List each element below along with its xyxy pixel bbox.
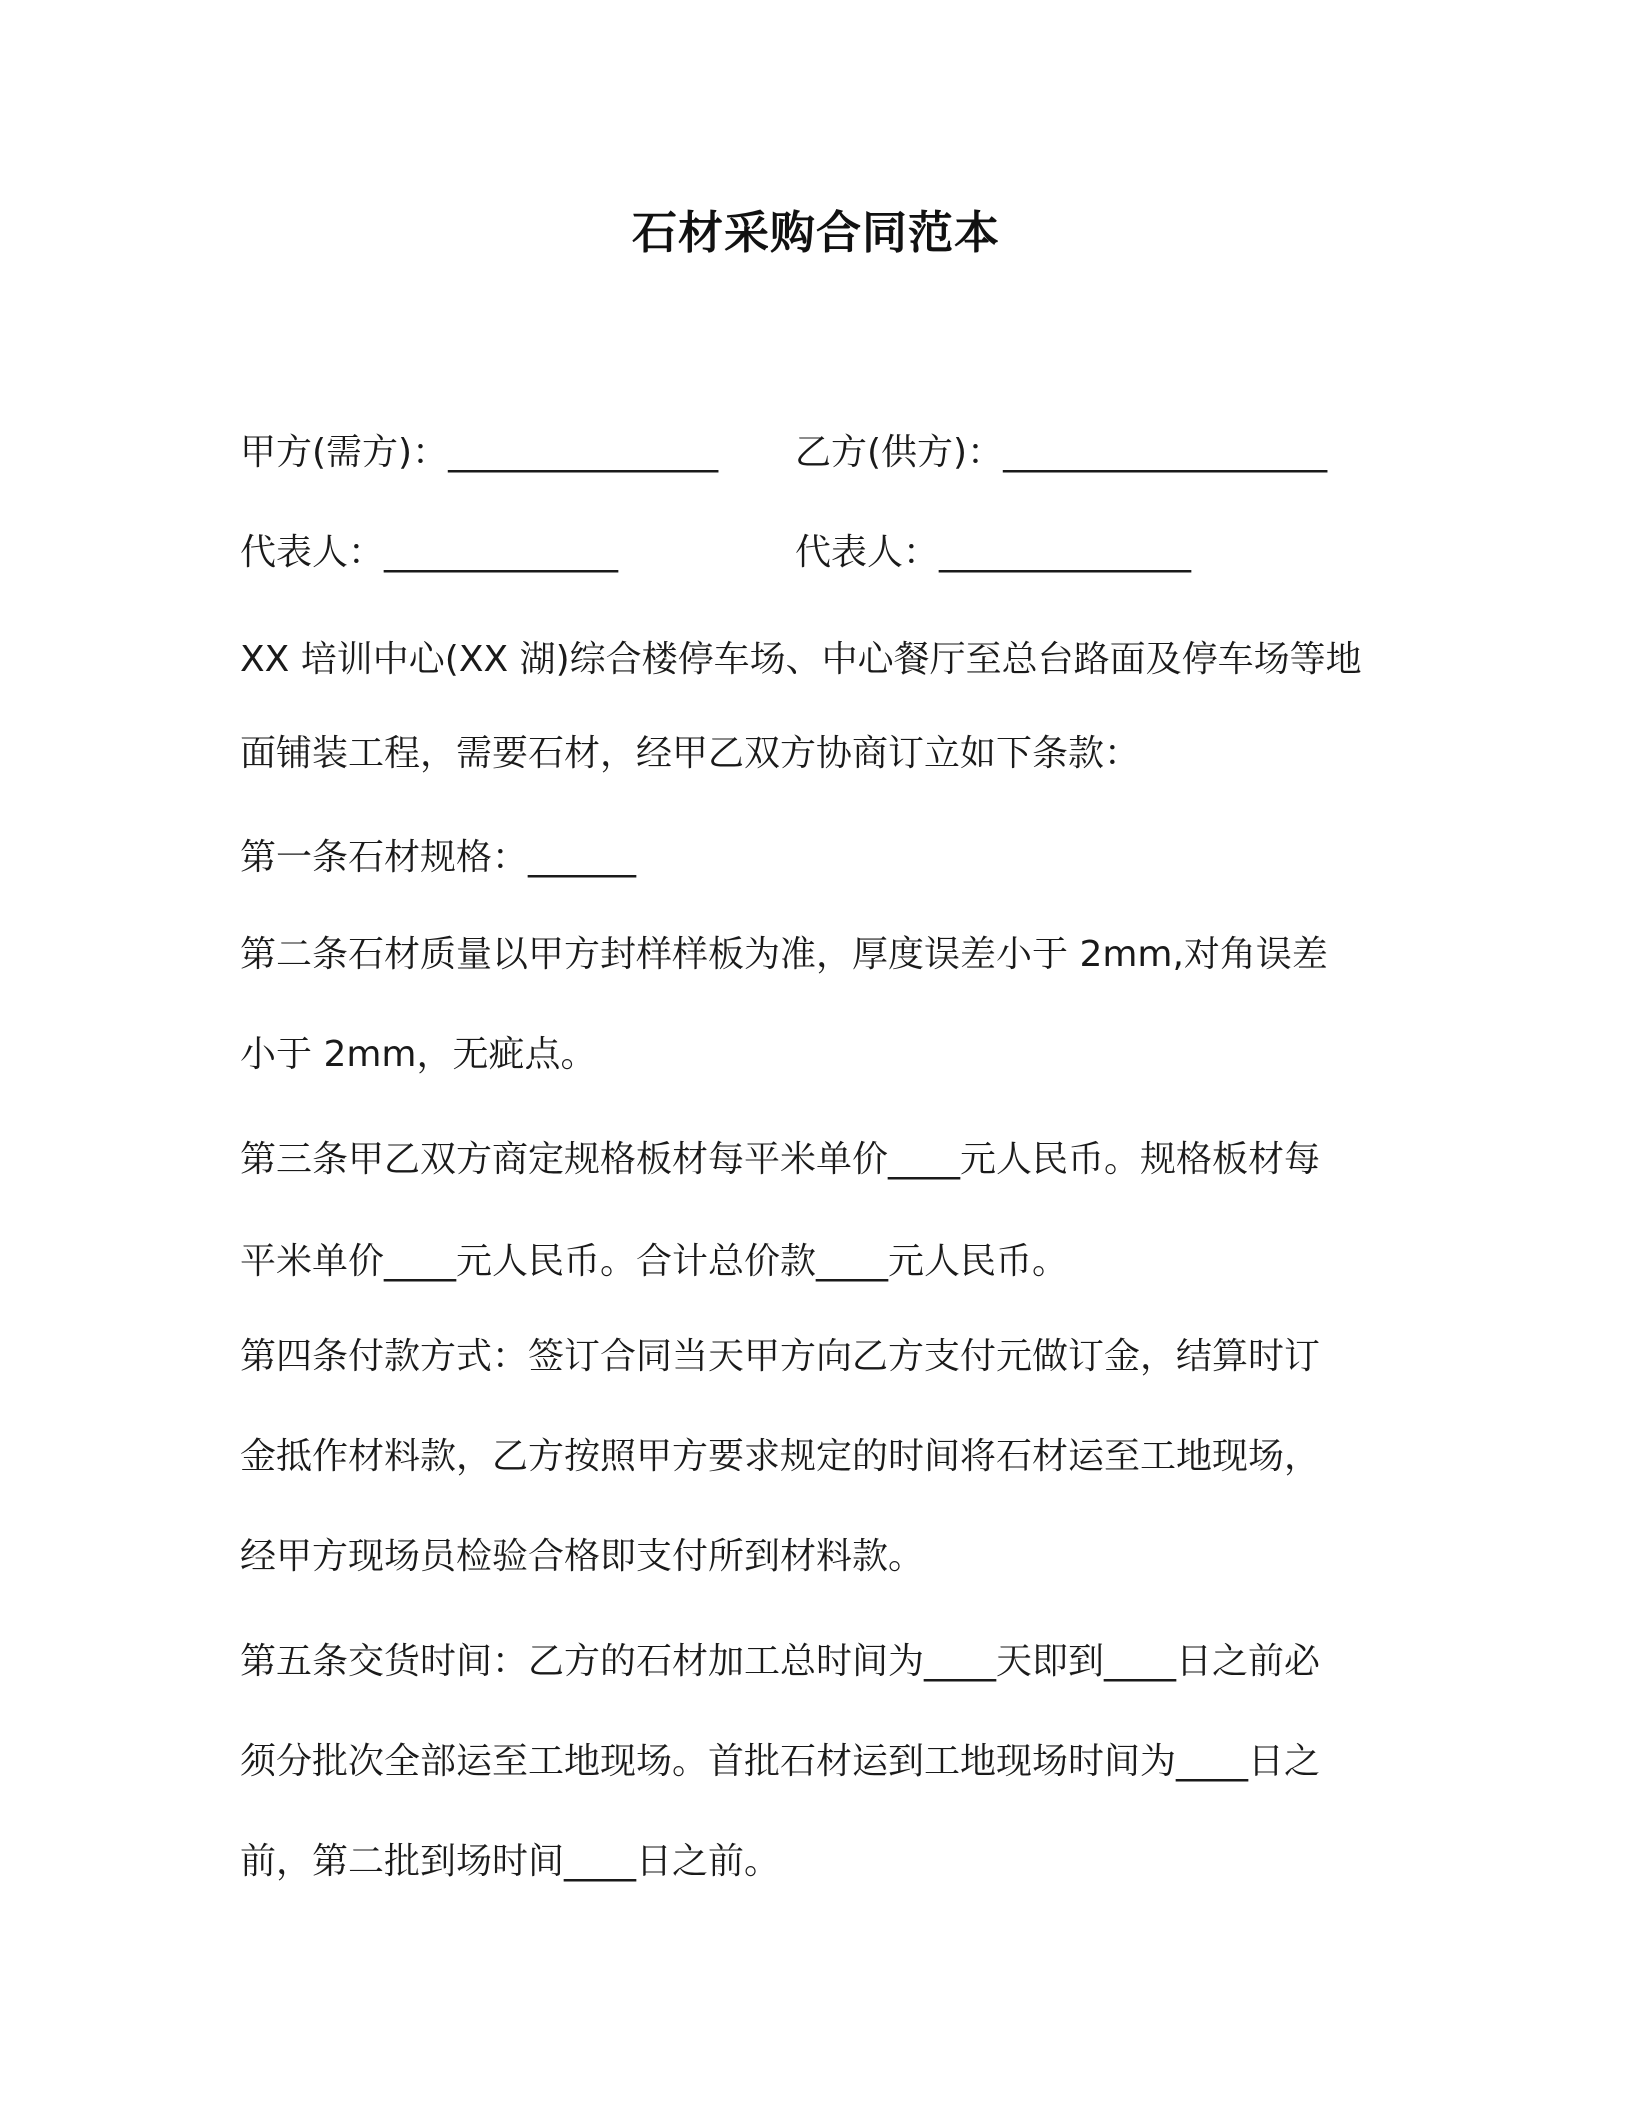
article-3-line-1: 第三条甲乙双方商定规格板材每平米单价____元人民币。规格板材每 [240,1139,1321,1180]
article-5-line-3: 前，第二批到场时间____日之前。 [240,1841,781,1882]
party-b-representative-field: 代表人：______________ [795,532,1192,573]
article-4-line-2: 金抵作材料款，乙方按照甲方要求规定的时间将石材运至工地现场， [240,1436,1321,1477]
article-2-line-1: 第二条石材质量以甲方封样样板为准，厚度误差小于 2mm,对角误差 [240,934,1328,975]
party-a-representative-field: 代表人：_____________ [240,532,619,573]
party-a-field: 甲方(需方)：_______________ [240,432,719,473]
article-2-line-2: 小于 2mm，无疵点。 [240,1034,597,1075]
intro-line-1: XX 培训中心(XX 湖)综合楼停车场、中心餐厅至总台路面及停车场等地 [240,639,1362,680]
article-4-line-1: 第四条付款方式：签订合同当天甲方向乙方支付元做订金，结算时订 [240,1336,1321,1377]
article-1-line-1: 第一条石材规格：______ [240,837,637,878]
article-4-line-3: 经甲方现场员检验合格即支付所到材料款。 [240,1536,925,1577]
document-title: 石材采购合同范本 [631,206,1000,259]
article-3-line-2: 平米单价____元人民币。合计总价款____元人民币。 [240,1241,1069,1282]
article-5-line-1: 第五条交货时间：乙方的石材加工总时间为____天即到____日之前必 [240,1641,1321,1682]
intro-line-2: 面铺装工程，需要石材，经甲乙双方协商订立如下条款： [240,733,1141,774]
party-b-field: 乙方(供方)：__________________ [795,432,1328,473]
article-5-line-2: 须分批次全部运至工地现场。首批石材运到工地现场时间为____日之 [240,1741,1321,1782]
